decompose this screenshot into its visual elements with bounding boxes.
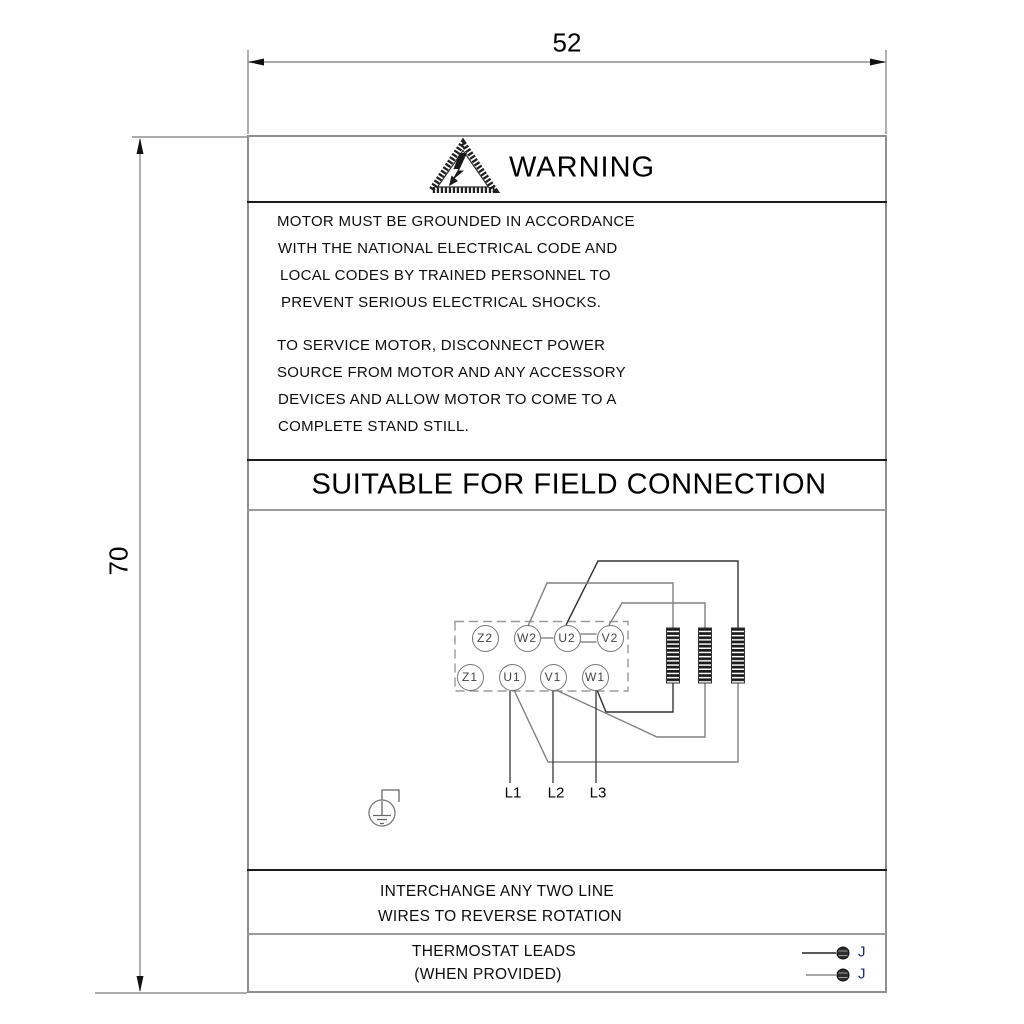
body-text-line: MOTOR MUST BE GROUNDED IN ACCORDANCE	[277, 213, 635, 230]
arrow-right-icon	[870, 59, 886, 66]
divider-above-rotation-note	[247, 869, 887, 871]
field-connection-title: SUITABLE FOR FIELD CONNECTION	[311, 468, 827, 501]
body-text-line: TO SERVICE MOTOR, DISCONNECT POWER	[277, 337, 606, 354]
terminal-v2	[597, 625, 624, 652]
terminal-label: V2	[601, 631, 619, 645]
dimension-height-label: 70	[103, 546, 134, 576]
divider-below-warning	[247, 201, 887, 203]
dimension-top	[248, 50, 886, 134]
terminal-label: V1	[544, 670, 562, 684]
divider-above-title	[247, 459, 887, 461]
terminal-label: W2	[517, 631, 537, 645]
body-text-line: LOCAL CODES BY TRAINED PERSONNEL TO	[280, 267, 611, 284]
rotation-note-line2: WIRES TO REVERSE ROTATION	[377, 908, 623, 925]
terminal-w2	[514, 625, 541, 652]
terminal-w1	[582, 664, 609, 691]
terminal-v1	[540, 664, 567, 691]
line-label-l2: L2	[547, 784, 565, 802]
body-text-line: SOURCE FROM MOTOR AND ANY ACCESSORY	[277, 364, 626, 381]
body-text-line: COMPLETE STAND STILL.	[278, 418, 470, 435]
terminal-z1	[457, 664, 484, 691]
body-text-line: PREVENT SERIOUS ELECTRICAL SHOCKS.	[281, 294, 602, 311]
divider-above-thermostat	[247, 933, 887, 935]
arrow-down-icon	[137, 976, 144, 992]
terminal-label: Z1	[461, 670, 478, 684]
label-outline	[247, 135, 887, 993]
terminal-label: W1	[585, 670, 605, 684]
arrow-up-icon	[137, 138, 144, 154]
arrow-left-icon	[248, 59, 264, 66]
body-text-line: WITH THE NATIONAL ELECTRICAL CODE AND	[278, 240, 618, 257]
lead-label-j1: J	[858, 943, 866, 961]
terminal-z2	[472, 625, 499, 652]
terminal-u1	[499, 664, 526, 691]
dimension-width-label: 52	[552, 27, 582, 58]
thermostat-line2: (WHEN PROVIDED)	[414, 966, 562, 983]
terminal-u2	[554, 625, 581, 652]
lead-label-j2: J	[858, 965, 866, 983]
thermostat-line1: THERMOSTAT LEADS	[411, 943, 577, 960]
terminal-label: U2	[558, 631, 576, 645]
line-label-l1: L1	[504, 784, 522, 802]
terminal-label: Z2	[476, 631, 493, 645]
warning-title: WARNING	[509, 151, 656, 184]
divider-below-title	[247, 509, 887, 511]
terminal-label: U1	[503, 670, 521, 684]
body-text-line: DEVICES AND ALLOW MOTOR TO COME TO A	[278, 391, 617, 408]
line-label-l3: L3	[589, 784, 607, 802]
rotation-note-line1: INTERCHANGE ANY TWO LINE	[379, 883, 615, 900]
